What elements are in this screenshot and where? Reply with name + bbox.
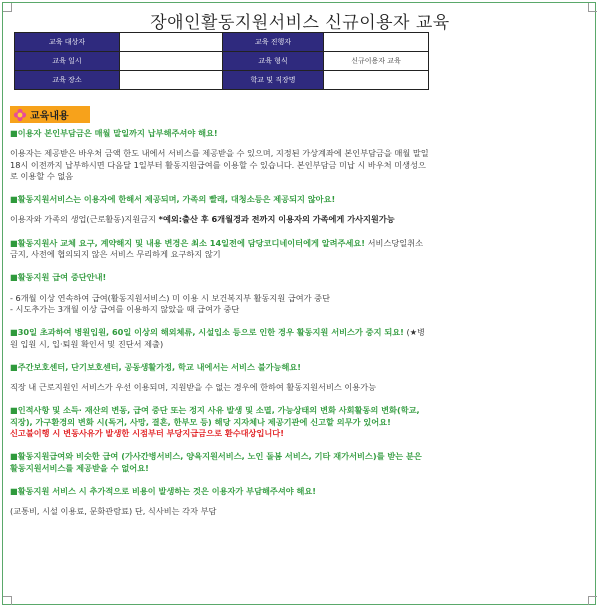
content-body — [10, 128, 430, 518]
info-table — [14, 32, 429, 90]
item-text-part: (★병원 입원 시, 입·퇴원 확인서 및 진단서 제출) — [10, 327, 425, 349]
item-heading: ■활동지원사 교체 요구, 계약해지 및 내용 변경은 최소 14일전에 담당코디네이터에게 알려주세요! — [10, 237, 366, 248]
corner-mark — [3, 596, 12, 605]
item-heading: ■30일 초과하여 병원입원, 60일 이상의 해외체류, 시설입소 등으로 인한 경우 활동지원 서비스가 중지 되요! — [10, 327, 404, 338]
item-heading: ■활동지원급여와 비슷한 급여 (가사간병서비스, 양육지원서비스, 노인 돌봄 서비스, 기타 재가서비스)를 받는 분은 활동지원서비스를 제공받을 수 없어요! — [10, 451, 422, 473]
table-row — [15, 71, 429, 90]
item-warning: 신고불이행 시 변동사유가 발생한 시점부터 부당지급금으로 환수대상입니다! — [10, 428, 284, 439]
table-value[interactable] — [120, 33, 223, 52]
item-heading: ■활동지원 급여 중단안내! — [10, 272, 107, 283]
item-text-part: 서비스당일취소금지, 사전에 협의되지 않은 서비스 무리하게 요구하지 않기 — [10, 237, 423, 260]
flower-icon — [13, 108, 27, 122]
item-text: - 6개월 이상 연속하여 급여(활동지원서비스) 미 이용 시 보건복지부 활동지원 급여가 중단 — [10, 292, 331, 303]
item-text: 직장 내 근로지원인 서비스가 우선 이용되며, 지원받을 수 없는 경우에 한하여 활동지원서비스 이용가능 — [10, 382, 377, 393]
item-heading: ■이용자 본인부담금은 매월 말일까지 납부해주셔야 해요! — [10, 128, 218, 138]
table-value[interactable] — [120, 52, 223, 71]
table-value[interactable] — [324, 33, 429, 52]
table-value[interactable] — [120, 71, 223, 90]
item-text: - 시도추가는 3개월 이상 급여를 이용하지 않았을 때 급여가 중단 — [10, 303, 240, 314]
item-text — [10, 214, 430, 225]
item-heading: ■주간보호센터, 단기보호센터, 공동생활가정, 학교 내에서는 서비스 불가능해요! — [10, 361, 301, 372]
item-heading: ■인적사항 및 소득· 재산의 변동, 급여 중단 또는 정지 사유 발생 및 소멸, 가능상태의 변화 사회활동의 변화(학교, 직장), 가구환경의 변화 시(독거, 사망, 결혼, 한부모 등) 해당 지자체나 제공기관에 신고할 의무가 있어요! — [10, 405, 420, 427]
table-label: 학교 및 직장명 — [223, 71, 324, 90]
item-text: (교통비, 시설 이용료, 문화관람료) 단, 식사비는 각자 부담 — [10, 506, 217, 517]
table-label: 교육 대상자 — [15, 33, 120, 52]
table-row — [15, 52, 429, 71]
section-header — [10, 106, 90, 123]
corner-mark — [588, 596, 597, 605]
item-text: 이용자는 제공받은 바우처 금액 한도 내에서 서비스를 제공받을 수 있으며, 지정된 가상계좌에 본인부담금을 매월 말일 18시 이전까지 납부하시면 다음달 1일부터 활동지원급여를 이용할 수 있습니다. 본인부담금 미납 시 바우처 미생성으로 이용할 수 없음 — [10, 148, 429, 181]
page-title: 장애인활동지원서비스 신규이용자 교육 — [150, 13, 450, 33]
item-text-part: 이용자와 가족의 생업(근로활동)지원금지 — [10, 214, 159, 225]
table-label: 교육 일시 — [15, 52, 120, 71]
table-value[interactable] — [324, 71, 429, 90]
item-note: *예외:출산 후 6개월경과 전까지 이용자의 가족에게 가사지원가능 — [158, 214, 395, 225]
item-heading: ■활동지원서비스는 이용자에 한해서 제공되며, 가족의 빨래, 대청소등은 제공되지 않아요! — [10, 194, 336, 205]
section-title: 교육내용 — [30, 111, 69, 122]
table-label: 교육 형식 — [223, 52, 324, 71]
item-heading: ■활동지원 서비스 시 추가적으로 비용이 발생하는 것은 이용자가 부담해주셔야 해요! — [10, 485, 317, 496]
item-text — [10, 327, 430, 350]
item-text — [10, 238, 430, 261]
table-row — [15, 33, 429, 52]
table-label: 교육 진행자 — [223, 33, 324, 52]
table-label: 교육 장소 — [15, 71, 120, 90]
table-value[interactable]: 신규이용자 교육 — [324, 52, 429, 71]
